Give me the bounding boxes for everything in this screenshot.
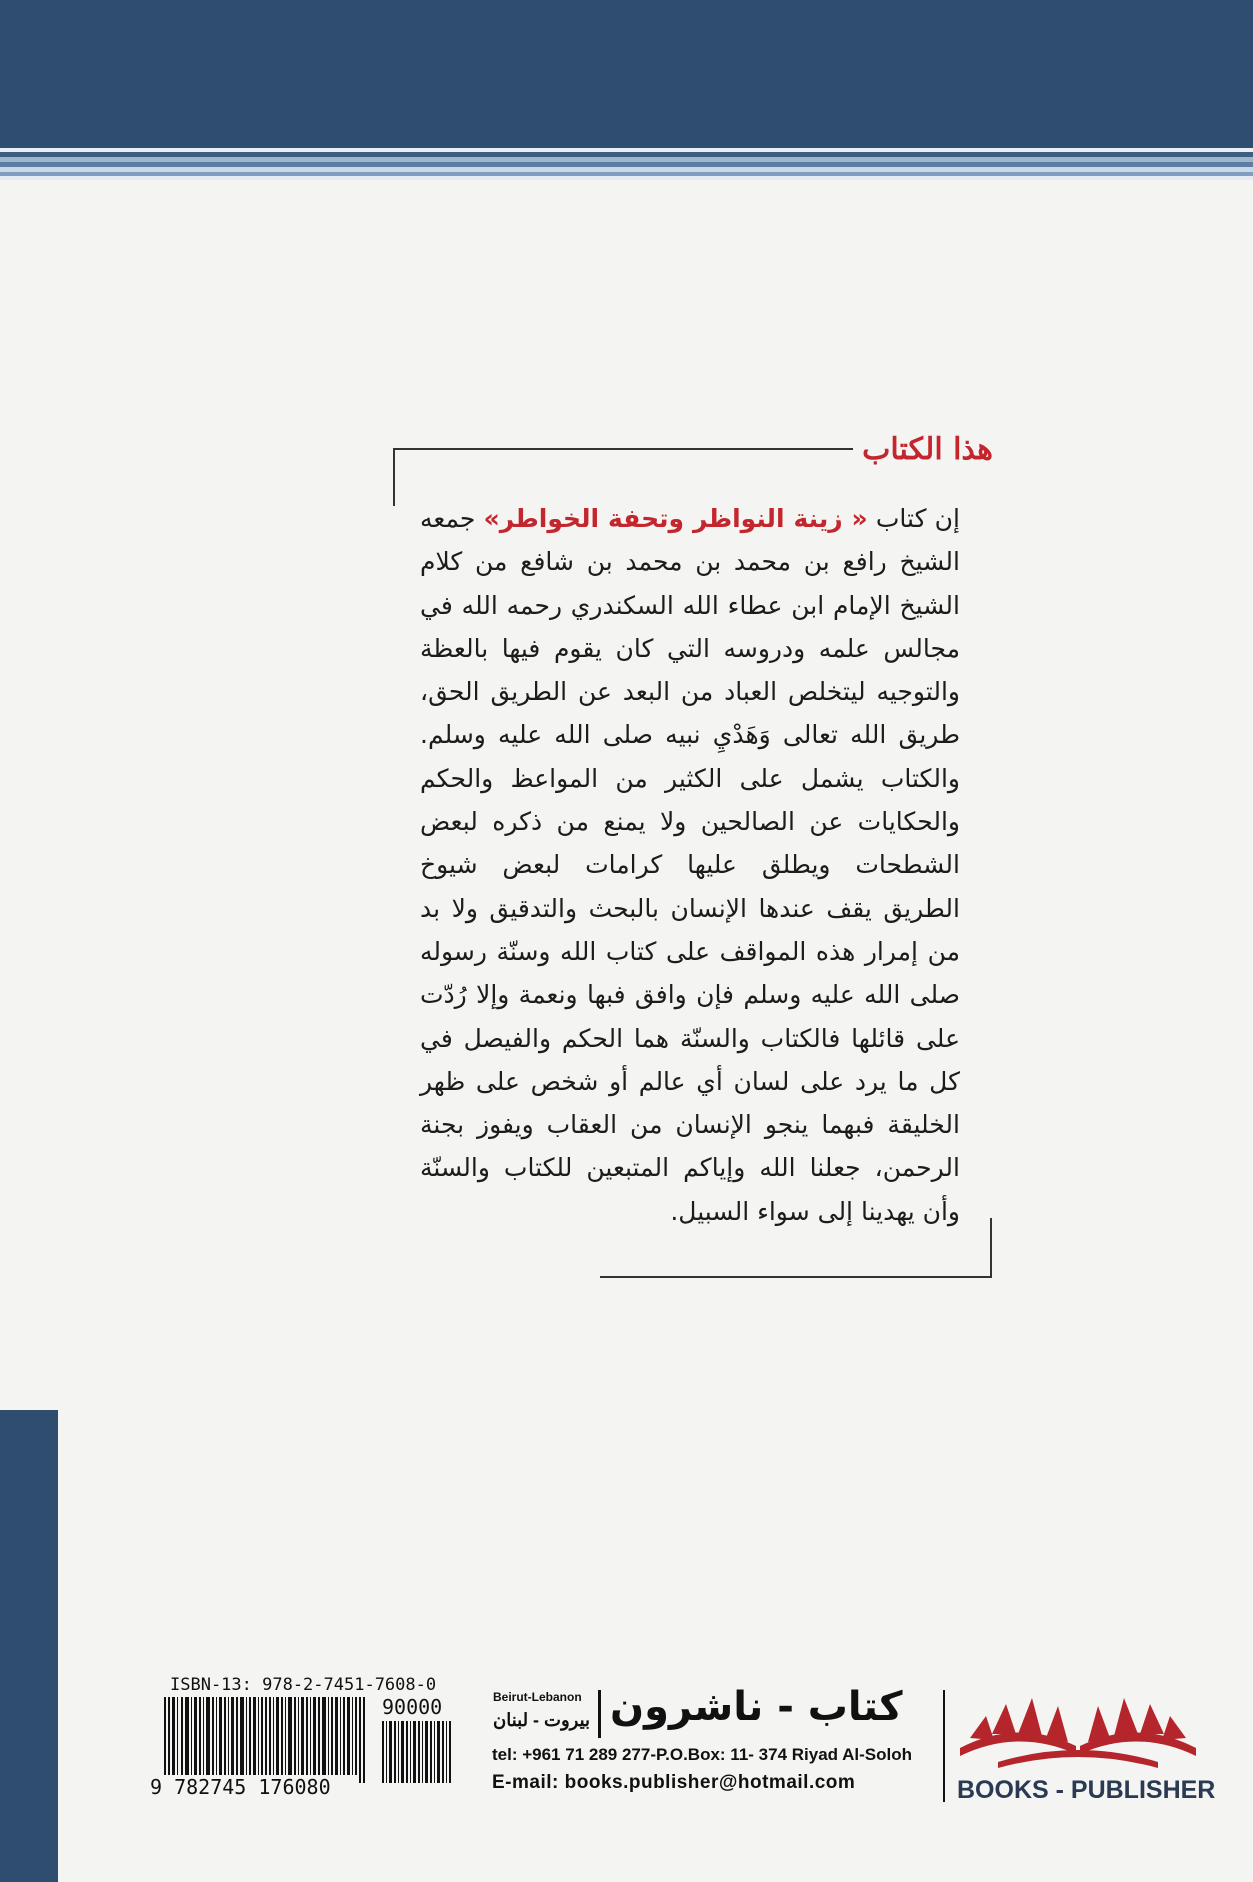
publisher-logo-text: BOOKS - PUBLISHER [957,1776,1216,1804]
publisher-location-en: Beirut-Lebanon [493,1690,582,1704]
open-book-logo-icon [958,1690,1198,1772]
book-title: « زينة النواظر وتحفة الخواطر» [483,504,868,533]
publisher-contact: tel: +961 71 289 277-P.O.Box: 11- 374 Riyad Al-Soloh [492,1745,913,1764]
frame-line-top [393,448,853,450]
publisher-vertical-divider [943,1690,945,1802]
frame-line-left [393,448,395,506]
publisher-location-ar: بيروت - لبنان [493,1710,591,1730]
stripe-7 [0,176,1253,180]
left-spine-band [0,1410,58,1882]
publisher-divider [598,1690,601,1738]
blurb-intro: إن كتاب [875,504,960,533]
publisher-name-ar: كتاب - ناشرون [610,1684,903,1730]
isbn-text: ISBN-13: 978-2-7451-7608-0 [170,1675,437,1695]
publisher-email: E-mail: books.publisher@hotmail.com [492,1772,856,1793]
barcode-digits: 9 782745 176080 [150,1775,331,1799]
frame-line-bottom [600,1276,992,1278]
top-color-band [0,0,1253,148]
barcode-block [150,1675,458,1805]
blurb-text: جمعه الشيخ رافع بن محمد بن محمد بن شافع من كلام الشيخ الإمام ابن عطاء الله السكندري رحمه الله في مجالس علمه ودروسه التي كان يقوم فيها بالعظة والتوجيه ليتخلص العباد من البعد عن الطريق الحق، طريق الله تعالى وَهَدْيِ نبيه صلى الله عليه وسلم. والكتاب يشمل على الكثير من المواعظ والحكم والحكايات عن الصالحين ولا يمنع من ذكره لبعض الشطحات ويطلق عليها كرامات لبعض شيوخ الطريق يقف عندها الإنسان بالبحث والتدقيق ولا بد من إمرار هذه المواقف على كتاب الله وسنّة رسوله صلى الله عليه وسلم فإن وافق فبها ونعمة وإلا رُدّت على قائلها فالكتاب والسنّة هما الحكم والفيصل في كل ما يرد على لسان أي عالم أو شخص على ظهر الخليقة فبهما ينجو الإنسان من العقاب ويفوز بجنة الرحمن، جعلنا الله وإياكم المتبعين للكتاب والسنّة وأن يهدينا إلى سواء السبيل. [420,504,960,1226]
frame-line-right [990,1218,992,1278]
price-code: 90000 [378,1695,446,1719]
section-heading: هذا الكتاب [862,432,993,467]
book-blurb [420,497,960,1233]
